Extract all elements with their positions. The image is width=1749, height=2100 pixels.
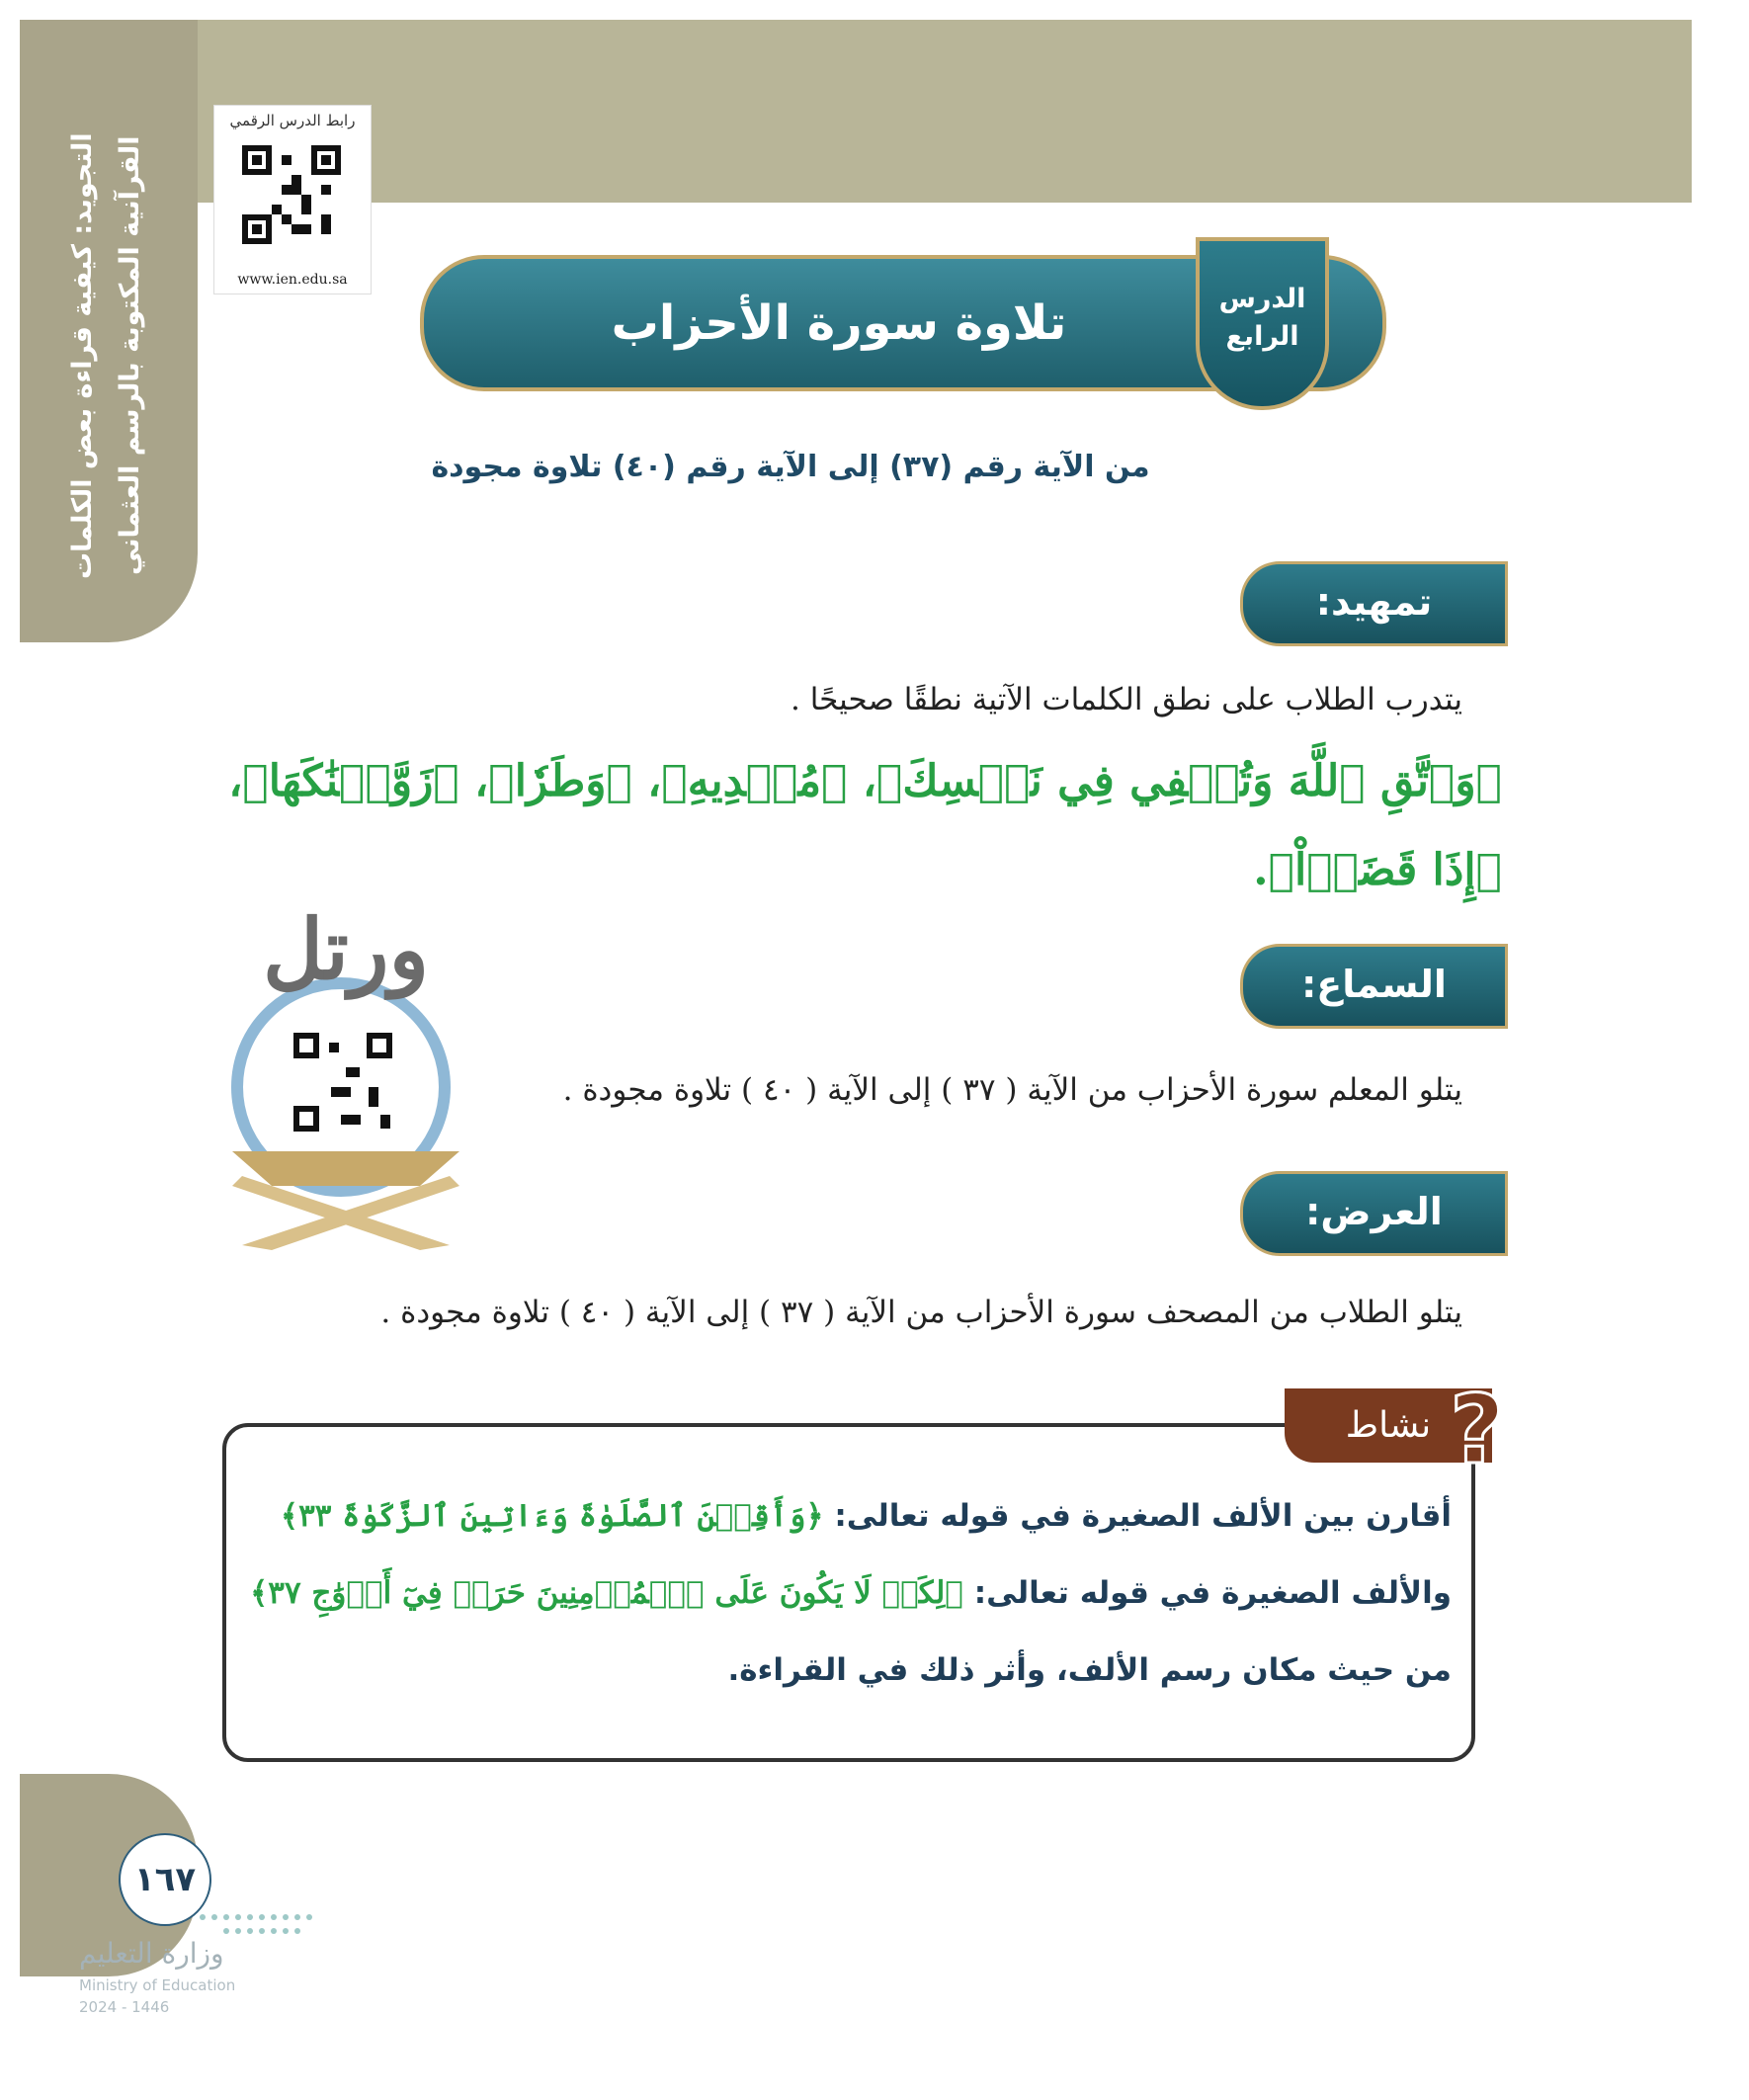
side-chapter-tab <box>20 20 198 642</box>
rattil-logo[interactable] <box>222 880 469 1255</box>
ministry-name-en: Ministry of Education <box>79 1976 236 1994</box>
activity-line2 <box>246 1575 1452 1611</box>
qr-url[interactable]: www.ien.edu.sa <box>237 272 348 288</box>
digital-lesson-qr[interactable] <box>213 105 372 294</box>
present-text: يتلو الطلاب من المصحف سورة الأحزاب من الآية ( ٣٧ ) إلى الآية ( ٤٠ ) تلاوة مجودة . <box>380 1295 1462 1330</box>
activity-box <box>222 1423 1475 1762</box>
intro-words-line1: ﴿وَٱتَّقِ ٱللَّهَ وَتُخۡفِي فِي نَفۡسِكَ﴾، ﴿مُبۡدِيهِ﴾، ﴿وَطَرٗا﴾، ﴿زَوَّجۡنَٰكَهَا﴾، <box>228 756 1502 806</box>
lesson-number-tag <box>1196 237 1329 410</box>
lesson-tag-line1: الدرس <box>1218 284 1306 314</box>
listen-text: يتلو المعلم سورة الأحزاب من الآية ( ٣٧ ) إلى الآية ( ٤٠ ) تلاوة مجودة . <box>562 1072 1462 1108</box>
intro-text: يتدرب الطلاب على نطق الكلمات الآتية نطقًا صحيحًا . <box>791 682 1462 717</box>
page-number: ١٦٧ <box>119 1833 211 1926</box>
lesson-title: تلاوة سورة الأحزاب <box>611 295 1067 351</box>
svg-text:?: ? <box>1450 1379 1505 1477</box>
lesson-tag-line2: الرابع <box>1225 321 1299 352</box>
intro-words-line2: ﴿إِذَا قَضَوۡاْ﴾. <box>1253 845 1502 895</box>
lesson-subtitle: من الآية رقم (٣٧) إلى الآية رقم (٤٠) تلاوة مجودة <box>431 450 1150 484</box>
logo-text: ورتل <box>262 900 430 998</box>
activity-line2-quote: ﴿لِكَيۡ لَا يَكُونَ عَلَى ٱلۡمُؤۡمِنِينَ حَرَجٞ فِيٓ أَزۡوَٰجِ ٣٧﴾ <box>250 1575 963 1611</box>
activity-line1-quote: ﴿وَأَقِمۡنَ ٱلصَّلَوٰةَ وَءَاتِينَ ٱلزَّكَوٰةَ ٣٣﴾ <box>280 1498 824 1534</box>
intro-heading: تمهيد: <box>1240 561 1508 646</box>
side-chapter-title: التجويد: كيفية قراءة بعض الكلمات القرآنية المكتوبة بالرسم العثماني <box>67 132 145 579</box>
activity-line2-prefix: والألف الصغيرة في قوله تعالى: <box>973 1575 1452 1611</box>
listen-heading: السماع: <box>1240 944 1508 1029</box>
question-mark-icon <box>1443 1379 1512 1477</box>
ministry-name-ar: وزارة التعليم <box>79 1937 224 1970</box>
activity-line1-prefix: أقارن بين الألف الصغيرة في قوله تعالى: <box>834 1498 1452 1534</box>
edition-year: 2024 - 1446 <box>79 1998 170 2016</box>
activity-line1 <box>246 1498 1452 1534</box>
qr-caption: رابط الدرس الرقمي <box>229 112 356 129</box>
present-heading: العرض: <box>1240 1171 1508 1256</box>
activity-line3: من حيث مكان رسم الألف، وأثر ذلك في القراءة. <box>727 1652 1452 1688</box>
qr-code-icon <box>242 145 341 244</box>
activity-label: نشاط <box>1285 1388 1492 1463</box>
